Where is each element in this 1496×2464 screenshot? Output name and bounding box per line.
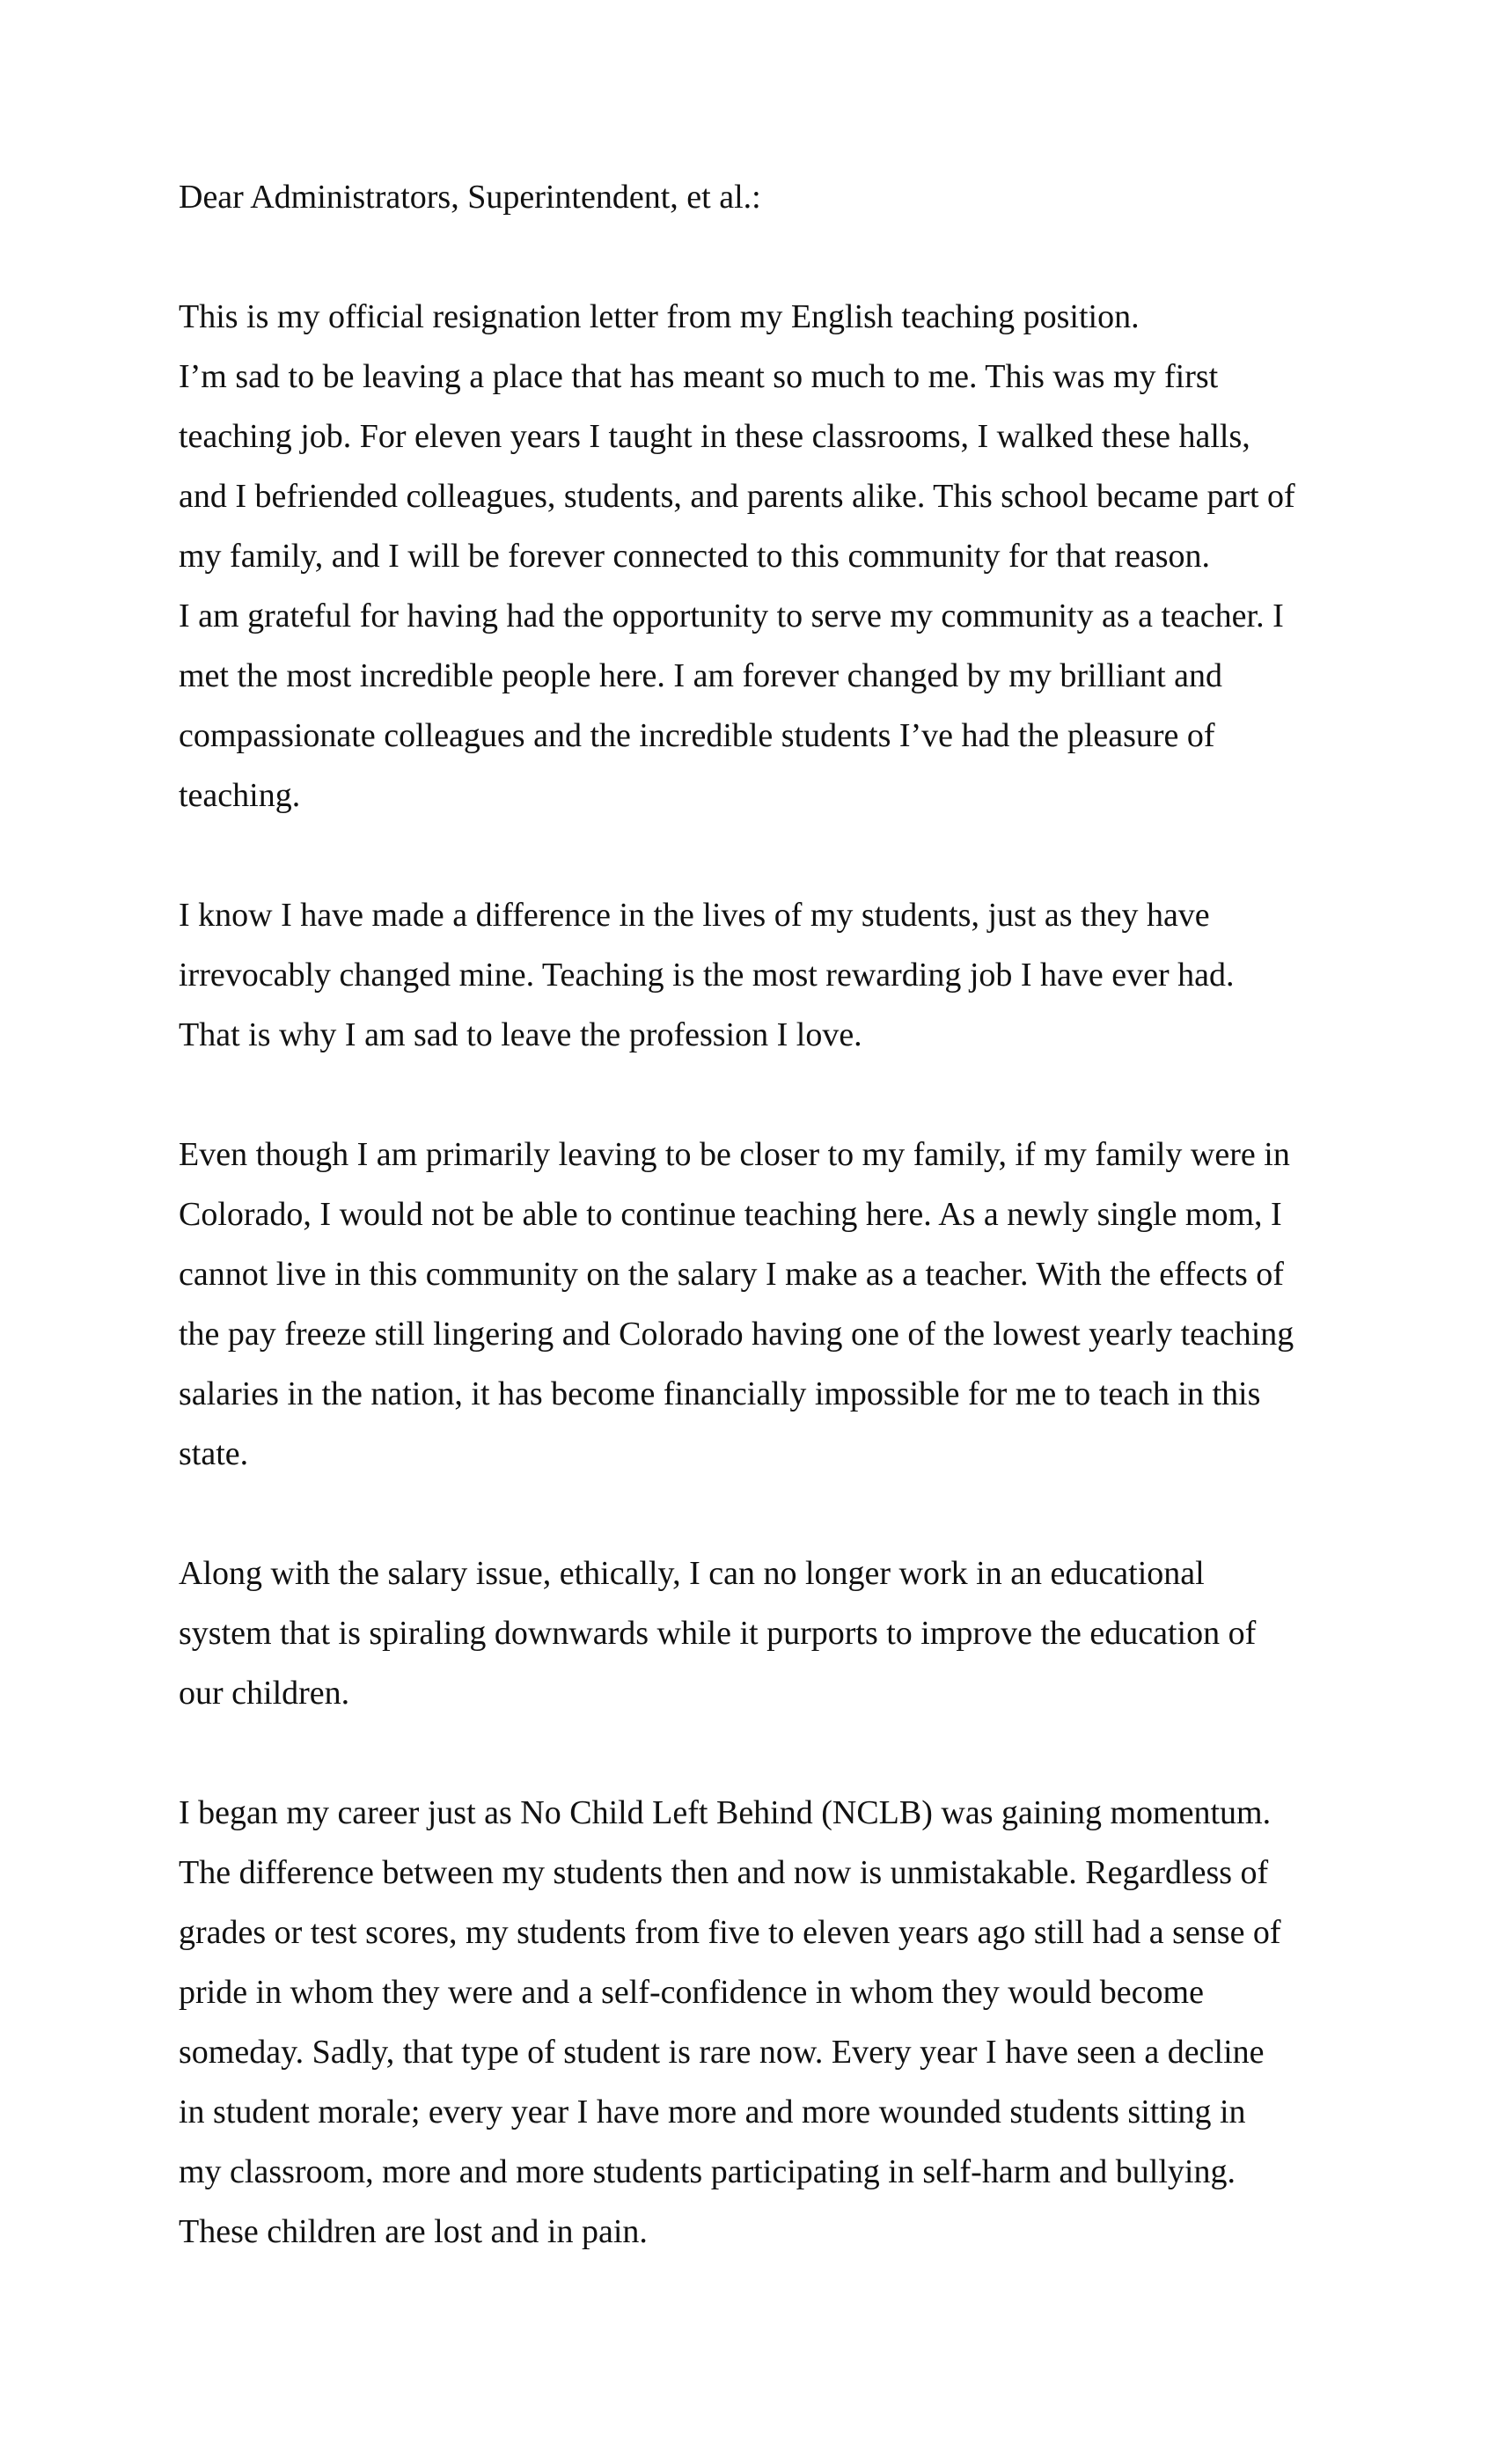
paragraph-5-line-1: I began my career just as No Child Left Behind (NCLB) was gaining momentum. <box>179 1794 1272 1831</box>
paragraph-1-line-8: compassionate colleagues and the incredible students I’ve had the pleasure of <box>179 717 1215 754</box>
paragraph-3-line-6: state. <box>179 1435 249 1472</box>
paragraph-2-line-1: I know I have made a difference in the lives of my students, just as they have <box>179 897 1210 934</box>
letter-body <box>179 167 1349 2262</box>
paragraph-1-line-6: I am grateful for having had the opportunity to serve my community as a teacher. I <box>179 598 1284 634</box>
paragraph-4-line-3: our children. <box>179 1675 350 1712</box>
paragraph-1-line-3: teaching job. For eleven years I taught in these classrooms, I walked these halls, <box>179 418 1250 455</box>
paragraph-5-line-6: in student morale; every year I have more and more wounded students sitting in <box>179 2094 1246 2130</box>
paragraph-3-line-2: Colorado, I would not be able to continue teaching here. As a newly single mom, I <box>179 1196 1282 1233</box>
paragraph-5-line-8: These children are lost and in pain. <box>179 2213 648 2250</box>
paragraph-gap <box>179 227 1349 287</box>
paragraph-1-line-5: my family, and I will be forever connected to this community for that reason. <box>179 538 1211 575</box>
paragraph-1-line-1: This is my official resignation letter from my English teaching position. <box>179 298 1140 335</box>
paragraph-5-line-5: someday. Sadly, that type of student is rare now. Every year I have seen a decline <box>179 2034 1265 2071</box>
paragraph-3-line-1: Even though I am primarily leaving to be closer to my family, if my family were in <box>179 1136 1290 1173</box>
paragraph-gap <box>179 1723 1349 1783</box>
paragraph-5-line-2: The difference between my students then and now is unmistakable. Regardless of <box>179 1854 1269 1891</box>
paragraph-3-line-5: salaries in the nation, it has become financially impossible for me to teach in this <box>179 1375 1261 1412</box>
paragraph-5-line-3: grades or test scores, my students from five to eleven years ago still had a sense of <box>179 1914 1281 1951</box>
paragraph-3-line-3: cannot live in this community on the salary I make as a teacher. With the effects of <box>179 1256 1284 1293</box>
paragraph-4-line-1: Along with the salary issue, ethically, I can no longer work in an educational <box>179 1555 1205 1592</box>
paragraph-2-line-2: irrevocably changed mine. Teaching is the most rewarding job I have ever had. <box>179 957 1235 994</box>
paragraph-4-line-2: system that is spiraling downwards while it purports to improve the education of <box>179 1615 1257 1652</box>
paragraph-5-line-4: pride in whom they were and a self-confidence in whom they would become <box>179 1974 1204 2011</box>
paragraph-1-line-9: teaching. <box>179 777 301 814</box>
paragraph-1-line-4: and I befriended colleagues, students, and parents alike. This school became part of <box>179 478 1295 515</box>
paragraph-5-line-7: my classroom, more and more students participating in self-harm and bullying. <box>179 2153 1236 2190</box>
paragraph-3-line-4: the pay freeze still lingering and Colorado having one of the lowest yearly teaching <box>179 1316 1294 1353</box>
paragraph-2-line-3: That is why I am sad to leave the profession I love. <box>179 1016 862 1053</box>
paragraph-1-line-2: I’m sad to be leaving a place that has meant so much to me. This was my first <box>179 358 1219 395</box>
paragraph-gap <box>179 825 1349 885</box>
paragraph-gap <box>179 1065 1349 1125</box>
paragraph-gap <box>179 1484 1349 1544</box>
paragraph-1-line-7: met the most incredible people here. I am forever changed by my brilliant and <box>179 657 1223 694</box>
salutation: Dear Administrators, Superintendent, et al.: <box>179 179 761 216</box>
